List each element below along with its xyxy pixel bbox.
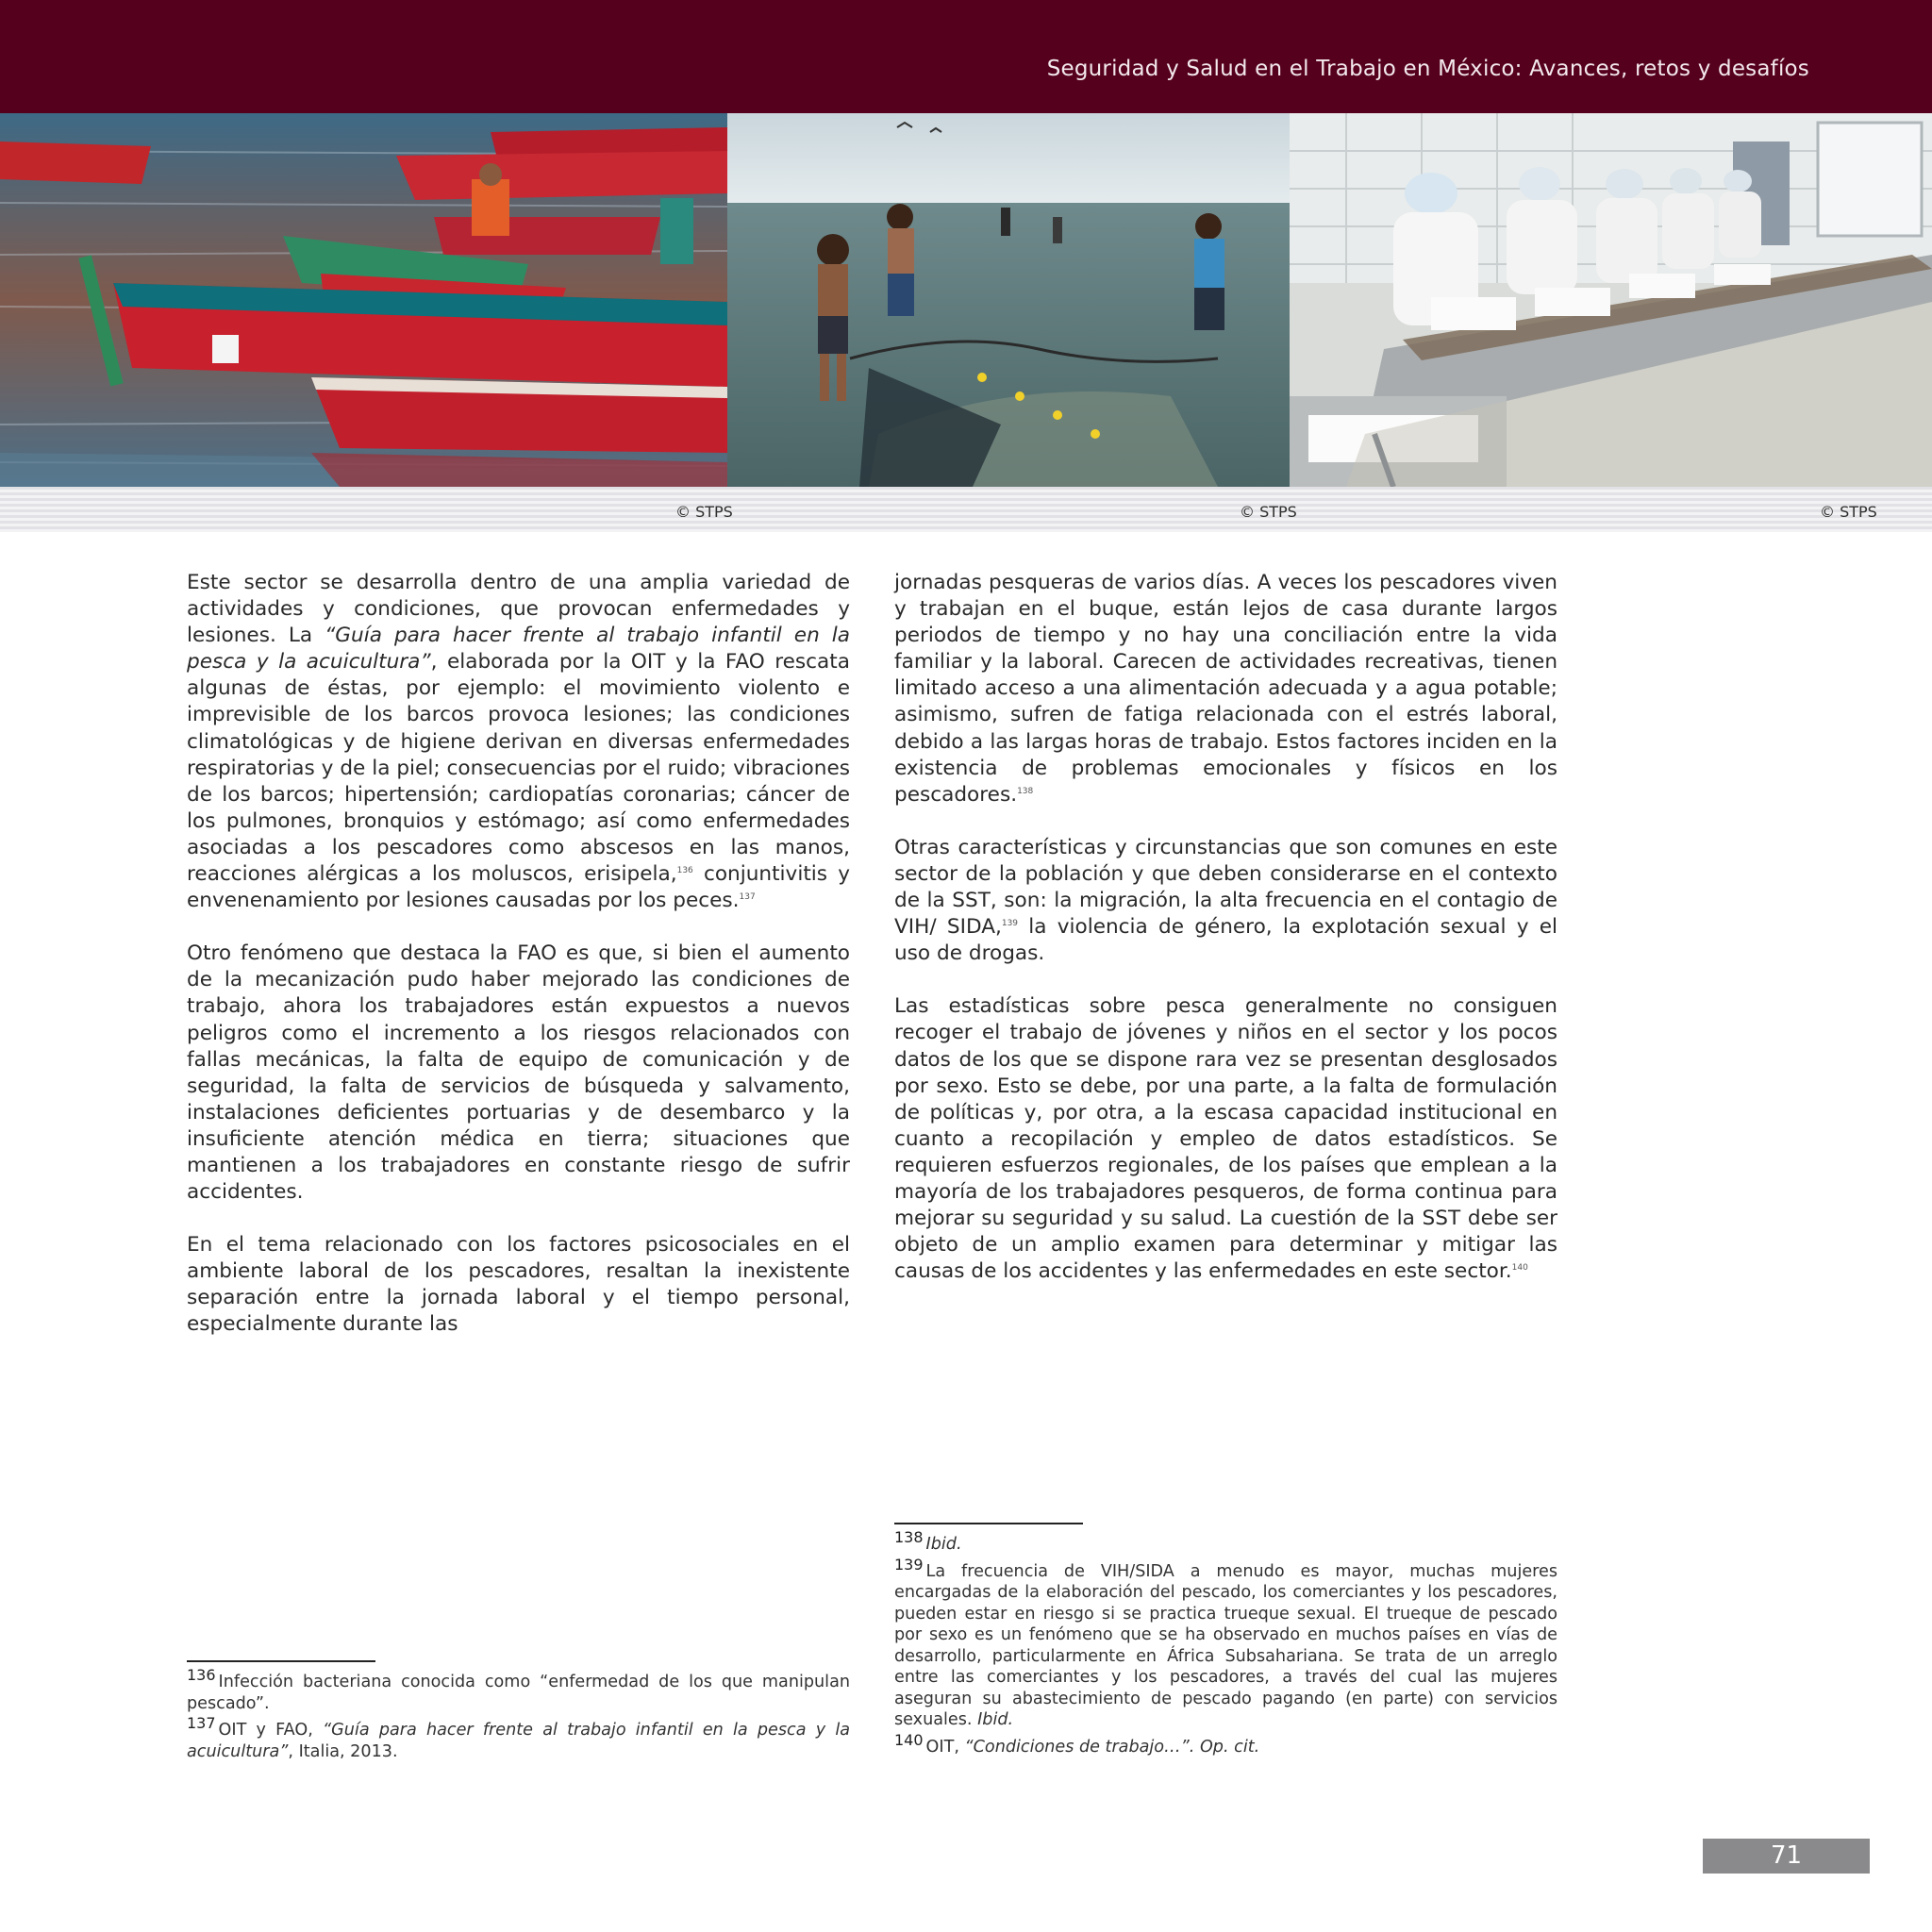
footnote-divider-right	[894, 1523, 1083, 1524]
footnote-139	[894, 1555, 1557, 1731]
footnote-number: 138	[894, 1528, 924, 1547]
footnote-number: 139	[894, 1555, 924, 1574]
paragraph	[187, 570, 850, 914]
page-number: 71	[1703, 1839, 1870, 1874]
footnote-text: La frecuencia de VIH/SIDA a menudo es mayor, muchas mujeres encargadas de la elaboración del pescado, los comerciantes y los pescadores, pueden estar en riesgo si se practica trueque sexual. El trueque de pescado por sexo es un fenómeno que se ha observado en muchos países en vías de desarrollo, particularmente en África Subsahariana. Se trata de un arreglo entre las comerciantes y los pescadores, a través del cual las mujeres aseguran su abastecimiento de pescado pagando (en parte) con servicios sexuales.	[894, 1561, 1557, 1729]
footnote-divider-left	[187, 1660, 375, 1662]
footnote-text: OIT y FAO,	[218, 1721, 324, 1740]
footnote-140	[894, 1730, 1557, 1758]
text-run: Este sector se desarrolla dentro de una amplia variedad de actividades y condiciones, que provocan enfermedades y lesiones. La	[187, 571, 850, 648]
running-header-title: Seguridad y Salud en el Trabajo en México: Avances, retos y desafíos	[1046, 57, 1809, 81]
left-text-column	[187, 570, 850, 1365]
paragraph	[894, 993, 1557, 1285]
footnote-number: 137	[187, 1714, 216, 1733]
paragraph: En el tema relacionado con los factores psicosociales en el ambiente laboral de los pescadores, resaltan la inexistente separación entre la jornada laboral y el tiempo personal, especialmente durante las	[187, 1233, 850, 1337]
footnote-number: 136	[187, 1666, 216, 1685]
text-run: Las estadísticas sobre pesca generalmente no consiguen recoger el trabajo de jóvenes y niños en el sector y los pocos datos de los que se dispone rara vez se presentan desglosados por sexo. Esto se debe, por una parte, a la falta de formulación de políticas y, por otra, a la escasa capacidad institucional en cuanto a recopilación y empleo de datos estadísticos. Se requieren esfuerzos regionales, de los países que emplean a la mayoría de los trabajadores pesqueros, de forma continua para mejorar su seguridad y su salud. La cuestión de la SST debe ser objeto de un amplio examen para determinar y mitigar las causas de los accidentes y las enfermedades en este sector.	[894, 994, 1557, 1284]
footnote-text: Ibid.	[925, 1535, 962, 1554]
footnote-ref-136[interactable]: 136	[676, 865, 693, 875]
photo-credit-3: © STPS	[1820, 503, 1877, 521]
footnote-title: “Condiciones de trabajo…”. Op. cit.	[964, 1737, 1260, 1757]
text-run: , elaborada por la OIT y la FAO rescata algunas de éstas, por ejemplo: el movimiento violento e imprevisible de los barcos provoca lesiones; las condiciones climatológicas y de higiene derivan en diversas enfermedades respiratorias y de la piel; consecuencias por el ruido; vibraciones de los barcos; hipertensión; cardiopatías coronarias; cáncer de los pulmones, bronquios y estómago; así como enfermedades asociadas a los pescadores como abscesos en las manos, reacciones alérgicas a los moluscos, erisipela,	[187, 650, 850, 887]
text-run: conjuntivitis y envenenamiento por lesiones causadas por los peces.	[187, 862, 850, 913]
footnote-number: 140	[894, 1730, 924, 1749]
footnote-ref-140[interactable]: 140	[1511, 1263, 1528, 1274]
fishing-net-photo	[727, 113, 1290, 487]
photo-credit-2: © STPS	[1240, 503, 1297, 521]
text-run: jornadas pesqueras de varios días. A veces los pescadores viven y trabajan en el buque, están lejos de casa durante largos periodos de tiempo y no hay una conciliación entre la vida familiar y la laboral. Carecen de actividades recreativas, tienen limitado acceso a una alimentación adecuada y a agua potable; asimismo, sufren de fatiga relacionada con el estrés laboral, debido a las largas horas de trabajo. Estos factores inciden en la existencia de problemas emocionales y físicos en los pescadores.	[894, 571, 1557, 807]
footnote-text: Infección bacteriana conocida como “enfermedad de los que manipulan pescado”.	[187, 1673, 850, 1713]
paragraph	[894, 570, 1557, 808]
footnote-ref-137[interactable]: 137	[739, 891, 756, 902]
footnote-text: OIT,	[925, 1737, 965, 1757]
footnote-text: , Italia, 2013.	[288, 1741, 398, 1761]
text-run: Otras características y circunstancias que son comunes en este sector de la población y que deben considerarse en el contexto de la SST, son: la migración, la alta frecuencia en el contagio de VIH/ SIDA,	[894, 835, 1557, 940]
photo-credit-1: © STPS	[675, 503, 733, 521]
footnote-ref-138[interactable]: 138	[1017, 786, 1034, 796]
paragraph	[894, 835, 1557, 967]
header-band	[0, 0, 1932, 113]
right-text-column	[894, 570, 1557, 1311]
footnote-title: “Guía para hacer frente al trabajo infantil en la pesca y la acuicultura”	[187, 1721, 850, 1761]
footnote-136	[187, 1666, 850, 1714]
photo-credit-band	[0, 487, 1932, 532]
footnote-138	[894, 1528, 1557, 1556]
guide-title: “Guía para hacer frente al trabajo infantil en la pesca y la acuicultura”	[187, 624, 850, 675]
footnotes-right	[894, 1528, 1557, 1763]
processing-plant-photo	[1290, 113, 1932, 487]
photo-strip	[0, 113, 1932, 487]
footnotes-left	[187, 1666, 850, 1768]
paragraph: Otro fenómeno que destaca la FAO es que, si bien el aumento de la mecanización pudo haber mejorado las condiciones de trabajo, ahora los trabajadores están expuestos a nuevos peligros como el incremento a los riesgos relacionados con fallas mecánicas, la falta de equipo de comunicación y de seguridad, la falta de servicios de búsqueda y salvamento, instalaciones deficientes portuarias y de desembarco y la insuficiente atención médica en tierra; situaciones que mantienen a los trabajadores en constante riesgo de sufrir accidentes.	[187, 941, 850, 1205]
boats-photo	[0, 113, 727, 487]
text-run: la violencia de género, la explotación sexual y el uso de drogas.	[894, 915, 1557, 966]
footnote-ibid: Ibid.	[977, 1710, 1014, 1729]
footnote-137	[187, 1714, 850, 1762]
footnote-ref-139[interactable]: 139	[1001, 918, 1019, 928]
